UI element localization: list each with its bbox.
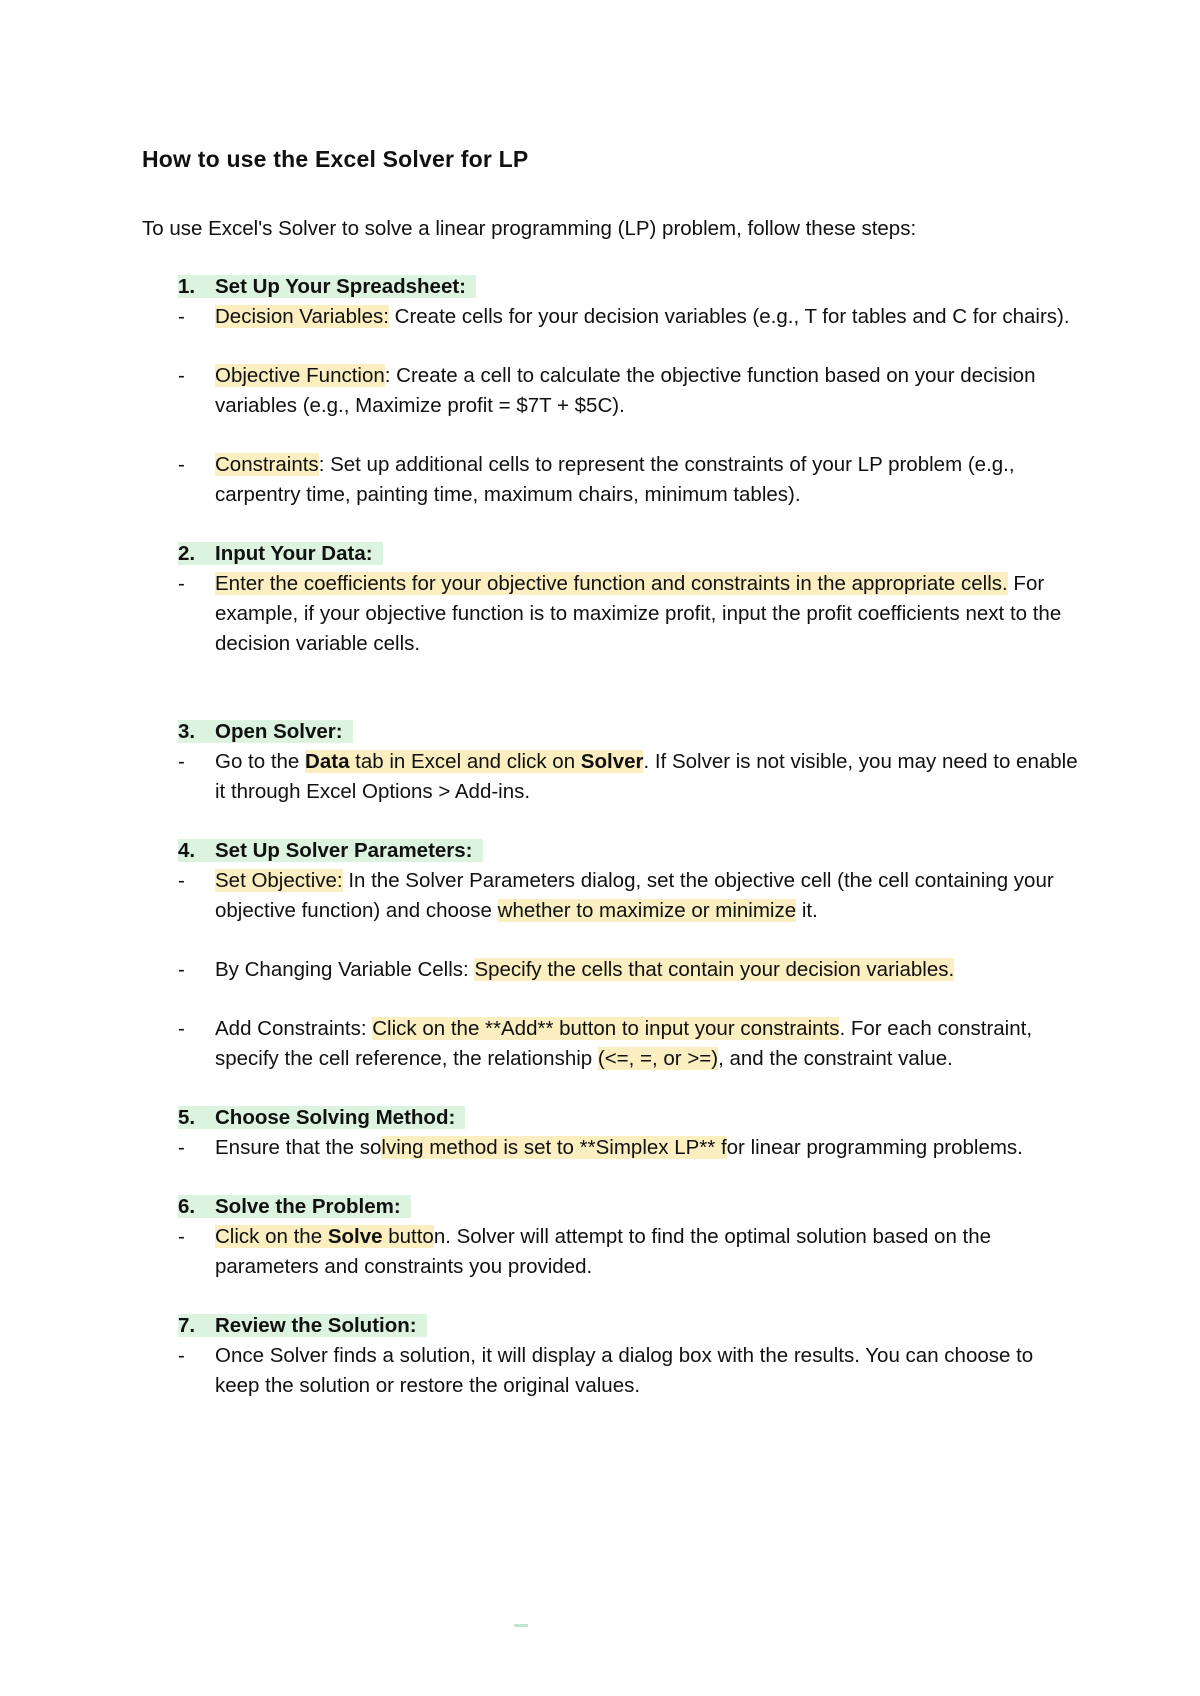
step-heading [178, 1103, 1078, 1133]
step-title: Set Up Your Spreadsheet: [215, 275, 466, 298]
step-4 [178, 836, 1078, 1074]
step-heading [178, 539, 1078, 569]
step-bullet: - By Changing Variable Cells: Specify the cells that contain your decision variables. [178, 955, 1078, 985]
step-bullet: - Go to the Data tab in Excel and click on Solver. If Solver is not visible, you may need to enable it through Excel Options > Add-ins. [178, 747, 1078, 807]
step-number: 4. [178, 839, 196, 862]
step-heading [178, 1311, 1078, 1341]
step-bullet: - Once Solver finds a solution, it will display a dialog box with the results. You can choose to keep the solution or restore the original values. [178, 1341, 1078, 1401]
step-2 [178, 539, 1078, 659]
step-bullet: - Set Objective: In the Solver Parameters dialog, set the objective cell (the cell containing your objective function) and choose whether to maximize or minimize it. [178, 866, 1078, 926]
step-title: Set Up Solver Parameters: [215, 839, 473, 862]
step-bullet: - Ensure that the solving method is set to **Simplex LP** for linear programming problems. [178, 1133, 1078, 1163]
bullet-dash: - [178, 572, 185, 595]
step-number: 1. [178, 275, 196, 298]
step-heading [178, 836, 1078, 866]
bullet-dash: - [178, 1344, 185, 1367]
step-7 [178, 1311, 1078, 1401]
step-1 [178, 272, 1078, 510]
bullet-dash: - [178, 1136, 185, 1159]
step-bullet: - Decision Variables: Create cells for your decision variables (e.g., T for tables and C for chairs). [178, 302, 1078, 332]
step-heading [178, 1192, 1078, 1222]
step-bullet: - Enter the coefficients for your objective function and constraints in the appropriate cells. For example, if your objective function is to maximize profit, input the profit coefficients next to the decision variable cells. [178, 569, 1078, 659]
intro-paragraph: To use Excel's Solver to solve a linear programming (LP) problem, follow these steps: [142, 217, 917, 240]
step-title: Choose Solving Method: [215, 1106, 456, 1129]
step-number: 2. [178, 542, 196, 565]
bullet-dash: - [178, 869, 185, 892]
bullet-dash: - [178, 305, 185, 328]
step-bullet: - Objective Function: Create a cell to calculate the objective function based on your decision variables (e.g., Maximize profit = $7T + $5C). [178, 361, 1078, 421]
bullet-dash: - [178, 1017, 185, 1040]
bullet-dash: - [178, 1225, 185, 1248]
step-3 [178, 717, 1078, 807]
step-title: Input Your Data: [215, 542, 373, 565]
step-bullet: - Constraints: Set up additional cells to represent the constraints of your LP problem (e.g., carpentry time, painting time, maximum chairs, minimum tables). [178, 450, 1078, 510]
step-bullet: - Add Constraints: Click on the **Add** button to input your constraints. For each constraint, specify the cell reference, the relationship (<=, =, or >=), and the constraint value. [178, 1014, 1078, 1074]
step-6 [178, 1192, 1078, 1282]
bullet-dash: - [178, 958, 185, 981]
step-title: Solve the Problem: [215, 1195, 401, 1218]
step-bullet: - Click on the Solve button. Solver will attempt to find the optimal solution based on the parameters and constraints you provided. [178, 1222, 1078, 1282]
step-title: Review the Solution: [215, 1314, 417, 1337]
step-number: 6. [178, 1195, 196, 1218]
footer-mark [514, 1624, 528, 1627]
step-number: 3. [178, 720, 196, 743]
step-number: 7. [178, 1314, 196, 1337]
page-title: How to use the Excel Solver for LP [142, 146, 529, 172]
step-number: 5. [178, 1106, 196, 1129]
step-heading [178, 717, 1078, 747]
bullet-dash: - [178, 453, 185, 476]
bullet-dash: - [178, 364, 185, 387]
step-title: Open Solver: [215, 720, 343, 743]
bullet-dash: - [178, 750, 185, 773]
steps-list [178, 272, 1078, 1401]
step-heading [178, 272, 1078, 302]
step-5 [178, 1103, 1078, 1163]
